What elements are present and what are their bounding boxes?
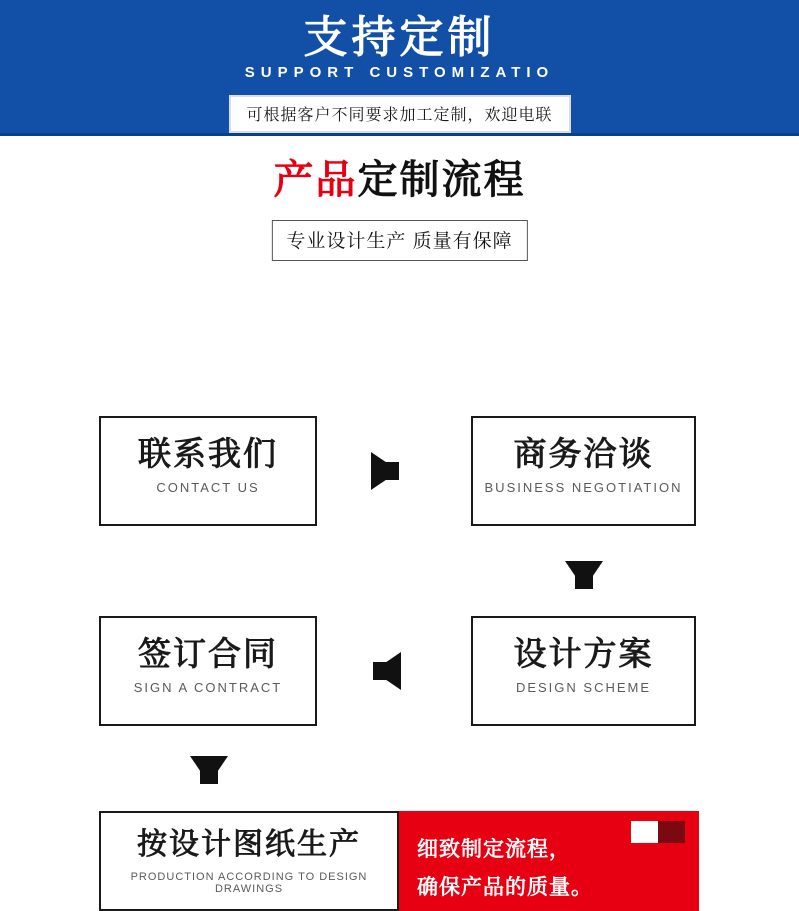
flow-step-label-en: CONTACT US [156, 480, 260, 495]
square-deco-icon [631, 821, 685, 843]
flow-step-label-cn: 签订合同 [138, 635, 278, 672]
page-title-accent: 产品 [273, 158, 358, 202]
flow-step-label-cn: 按设计图纸生产 [137, 828, 361, 861]
arrow-right-icon [371, 452, 399, 490]
flow-step-business-negotiation [471, 416, 696, 526]
arrow-tail [373, 662, 399, 680]
header-title: 支持定制 [303, 13, 496, 62]
header-badge: 可根据客户不同要求加工定制，欢迎电联 [228, 95, 570, 133]
arrow-tail [575, 563, 593, 589]
flow-step-contact-us [99, 416, 317, 526]
flow-step-label-en: SIGN A CONTRACT [133, 680, 283, 695]
highlight-note-line-1: 细致制定流程， [417, 838, 571, 861]
flow-step-production [99, 811, 399, 911]
flow-step-label-en: BUSINESS NEGOTIATION [484, 480, 683, 495]
flow-section [0, 136, 799, 899]
square-white [631, 821, 658, 843]
arrow-left-icon [373, 652, 401, 690]
square-dark [658, 821, 685, 843]
flow-step-label-cn: 设计方案 [513, 635, 654, 672]
page-subtitle: 专业设计生产 质量有保障 [271, 220, 527, 261]
flow-step-label-cn: 商务洽谈 [513, 435, 654, 472]
arrow-tail [373, 462, 399, 480]
flow-step-sign-contract [99, 616, 317, 726]
flow-step-label-en: PRODUCTION ACCORDING TO DESIGN DRAWINGS [130, 871, 368, 895]
flow-step-design-scheme [471, 616, 696, 726]
page-title-rest: 定制流程 [357, 158, 526, 202]
header-banner [0, 0, 799, 136]
arrow-tail [200, 758, 218, 784]
page-title [0, 156, 799, 204]
header-subtitle: SUPPORT CUSTOMIZATIO [244, 64, 555, 81]
highlight-note [399, 811, 699, 911]
flow-step-label-en: DESIGN SCHEME [515, 680, 652, 695]
highlight-note-line-2: 确保产品的质量。 [417, 876, 593, 899]
flow-step-label-cn: 联系我们 [138, 435, 278, 472]
arrow-down-icon [190, 756, 228, 784]
arrow-down-icon [565, 561, 603, 589]
